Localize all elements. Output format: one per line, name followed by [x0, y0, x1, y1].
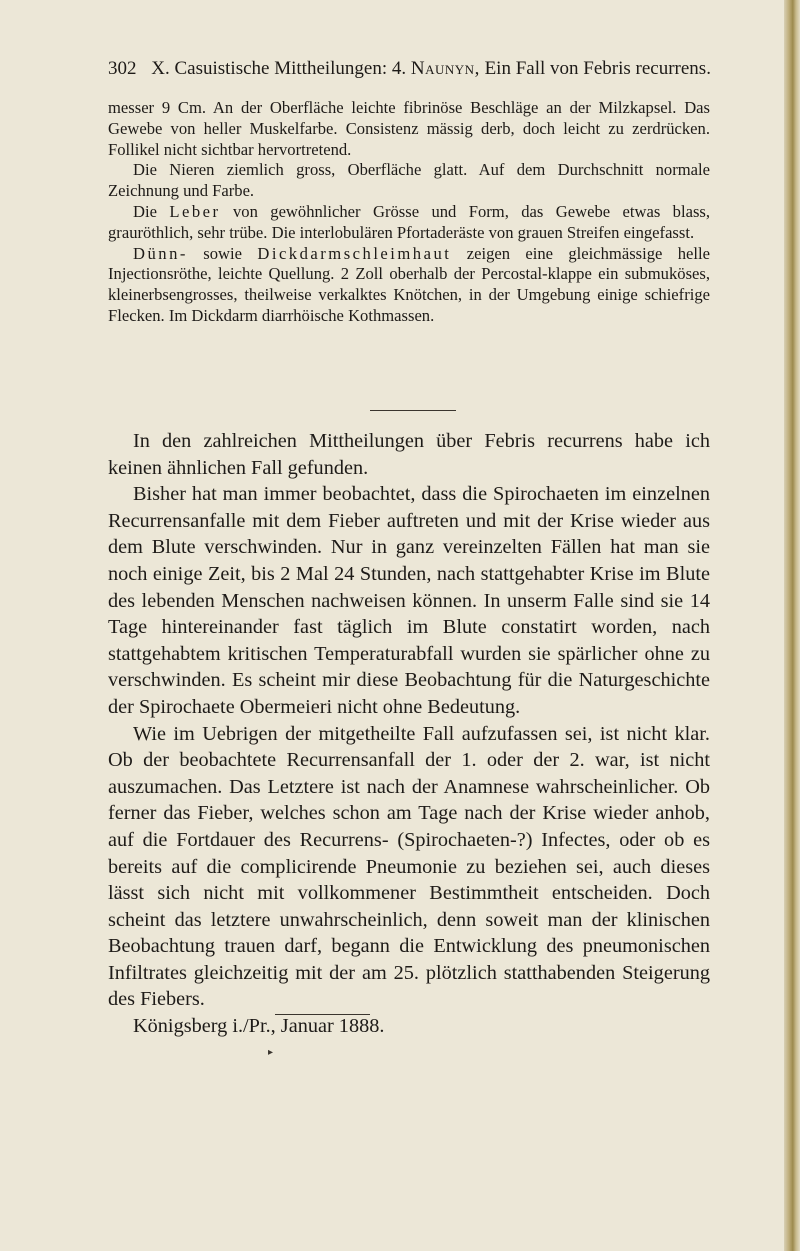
paragraph-intestine: Dünn- sowie Dickdarmschleimhaut zeigen eine gleichmässige helle Injectionsröthe, leichte Quellung. 2 Zoll oberhalb der Percostal-klappe ein submuköses, kleinerbsengrosses, theilweise verkalktes Knötchen, in der Umgebung einige schiefrige Flecken. Im Dickdarm diarrhöische Kothmassen. [108, 243, 710, 325]
running-header [108, 58, 710, 80]
chapter-title: X. Casuistische Mittheilungen: 4. [151, 58, 407, 79]
section-divider [370, 410, 456, 411]
discussion-text [108, 428, 710, 1040]
emphasis-large-intestine: Dickdarmschleimhaut [257, 243, 452, 263]
stray-mark: ▸ [268, 1047, 274, 1058]
end-divider [275, 1014, 370, 1015]
autopsy-notes [108, 98, 710, 327]
paragraph-interpretation: Wie im Uebrigen der mitgetheilte Fall aufzufassen sei, ist nicht klar. Ob der beobachtete Recurrensanfall der 1. oder der 2. war, ist nicht auszumachen. Das Letztere ist nach der Anamnese wahrscheinlicher. Ob ferner das Fieber, welches schon am Tage nach der Krise wieder anhob, auf die Fortdauer des Recurrens- (Spirochaeten-?) Infectes, oder ob es bereits auf die complicirende Pneumonie zu beziehen sei, auch dieses lässt sich nicht mit vollkommener Bestimmtheit entscheiden. Doch scheint das letztere unwahrscheinlich, denn soweit man der klinischen Beobachtung trauen darf, begann die Entwicklung des pneumonischen Infiltrates gleichzeitig mit der am 25. plötzlich statthabenden Steigerung des Fiebers. [108, 722, 710, 1011]
paragraph-intro: In den zahlreichen Mittheilungen über Febris recurrens habe ich keinen ähnlichen Fall gefunden. [108, 430, 710, 479]
page-number: 302 [108, 58, 137, 79]
paragraph-spleen: messer 9 Cm. An der Oberfläche leichte fibrinöse Beschläge an der Milzkapsel. Das Gewebe von heller Muskelfarbe. Consistenz mässig derb, doch leicht zu zerdrücken. Follikel nicht sichtbar hervortretend. [108, 98, 710, 159]
author-name: Naunyn, [410, 58, 480, 79]
emphasis-small-intestine: Dünn- [133, 243, 188, 263]
page-edge [784, 0, 800, 1251]
paragraph-observation: Bisher hat man immer beobachtet, dass die Spirochaeten im einzelnen Recurrensanfalle mit dem Fieber auftreten und mit der Krise wieder aus dem Blute verschwinden. Nur in ganz vereinzelten Fällen hat man sie noch einige Zeit, bis 2 Mal 24 Stunden, nach stattgehabter Krise im Blute des lebenden Menschen nachweisen können. In unserm Falle sind sie 14 Tage hintereinander fast täglich im Blute constatirt worden, nach stattgehabtem kritischen Temperaturabfall wurden sie spärlicher ohne zu verschwinden. Es scheint mir diese Beobachtung für die Naturgeschichte der Spirochaete Obermeieri nicht ohne Bedeutung. [108, 483, 710, 718]
paragraph-kidneys: Die Nieren ziemlich gross, Oberfläche glatt. Auf dem Durchschnitt normale Zeichnung und Farbe. [108, 160, 710, 201]
emphasis-liver: Leber [169, 201, 221, 221]
signature-line: Königsberg i./Pr., Januar 1888. [133, 1015, 385, 1038]
article-title: Ein Fall von Febris recurrens. [484, 58, 711, 79]
paragraph-liver: Die Leber von gewöhnlicher Grösse und Form, das Gewebe etwas blass, grauröthlich, sehr trübe. Die interlobulären Pfortaderäste von grauen Streifen eingefasst. [108, 201, 711, 242]
